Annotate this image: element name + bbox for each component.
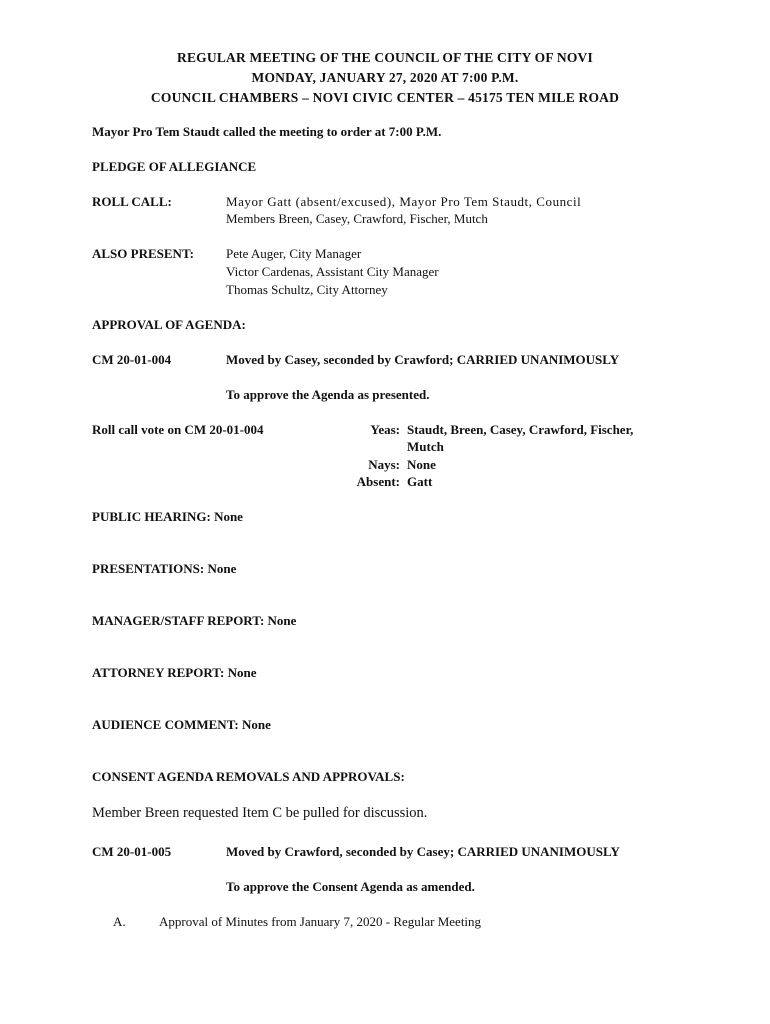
- resolution-004: To approve the Agenda as presented.: [226, 387, 430, 402]
- consent-agenda-heading: CONSENT AGENDA REMOVALS AND APPROVALS:: [92, 769, 405, 784]
- roll-call-line-2: Members Breen, Casey, Crawford, Fischer, Mutch: [226, 211, 488, 226]
- item-a-letter: A.: [113, 914, 126, 929]
- roll-call-label: ROLL CALL:: [92, 194, 172, 209]
- pledge-heading: PLEDGE OF ALLEGIANCE: [92, 159, 257, 174]
- motion-005: Moved by Crawford, seconded by Casey; CARRIED UNANIMOUSLY: [226, 844, 620, 859]
- roll-vote-label: Roll call vote on CM 20-01-004: [92, 422, 264, 437]
- attorney-report: ATTORNEY REPORT: None: [92, 665, 257, 680]
- header-date: MONDAY, JANUARY 27, 2020 AT 7:00 P.M.: [251, 70, 519, 85]
- resolution-005: To approve the Consent Agenda as amended.: [226, 879, 475, 894]
- header-title: REGULAR MEETING OF THE COUNCIL OF THE CITY OF NOVI: [177, 50, 593, 65]
- approval-agenda-heading: APPROVAL OF AGENDA:: [92, 317, 246, 332]
- absent-value: Gatt: [407, 474, 433, 489]
- yeas-line-2: Mutch: [407, 439, 444, 454]
- also-present-line-2: Victor Cardenas, Assistant City Manager: [226, 264, 439, 279]
- consent-note: Member Breen requested Item C be pulled for discussion.: [92, 805, 428, 821]
- motion-004: Moved by Casey, seconded by Crawford; CARRIED UNANIMOUSLY: [226, 352, 620, 367]
- presentations: PRESENTATIONS: None: [92, 561, 237, 576]
- header-location: COUNCIL CHAMBERS – NOVI CIVIC CENTER – 45175 TEN MILE ROAD: [150, 90, 620, 105]
- also-present-line-3: Thomas Schultz, City Attorney: [226, 282, 388, 297]
- yeas-line-1: Staudt, Breen, Casey, Crawford, Fischer,: [407, 422, 634, 437]
- absent-label: Absent:: [356, 474, 400, 489]
- nays-label: Nays:: [368, 457, 400, 472]
- public-hearing: PUBLIC HEARING: None: [92, 509, 243, 524]
- item-a-text: Approval of Minutes from January 7, 2020 - Regular Meeting: [159, 914, 482, 929]
- motion-id-005: CM 20-01-005: [92, 844, 172, 859]
- nays-value: None: [407, 457, 436, 472]
- roll-call-line-1: Mayor Gatt (absent/excused), Mayor Pro Tem Staudt, Council: [226, 194, 582, 209]
- audience-comment: AUDIENCE COMMENT: None: [92, 717, 271, 732]
- yeas-label: Yeas:: [370, 422, 400, 437]
- also-present-label: ALSO PRESENT:: [92, 246, 194, 261]
- also-present-line-1: Pete Auger, City Manager: [226, 246, 362, 261]
- motion-id-004: CM 20-01-004: [92, 352, 172, 367]
- manager-staff-report: MANAGER/STAFF REPORT: None: [92, 613, 297, 628]
- call-to-order: Mayor Pro Tem Staudt called the meeting to order at 7:00 P.M.: [92, 124, 442, 139]
